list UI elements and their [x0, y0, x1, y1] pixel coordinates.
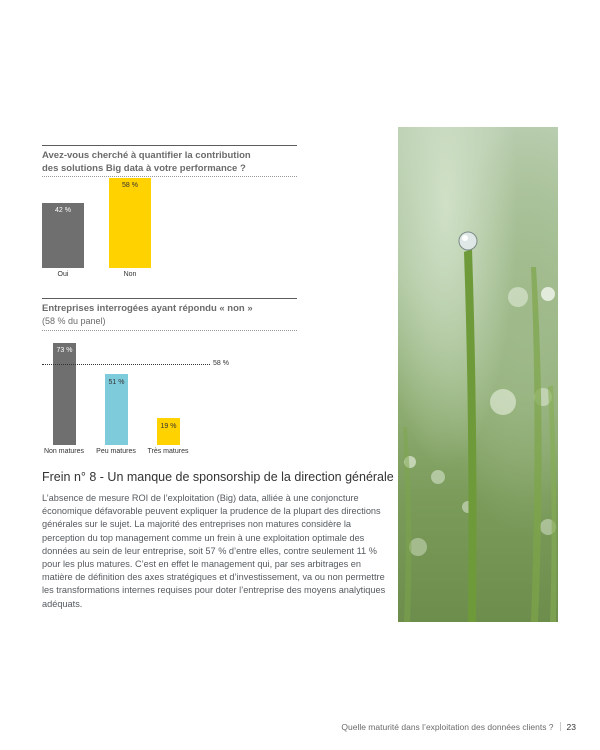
- footer-separator: [560, 722, 561, 731]
- grass-dewdrop-photo: [398, 127, 558, 622]
- page-footer: [341, 722, 576, 732]
- grass-dewdrop-illustration: [398, 127, 558, 622]
- page-number: 23: [566, 722, 576, 732]
- chart1-bar-non: [109, 178, 151, 268]
- chart1-title-line1: Avez-vous cherché à quantifier la contribution: [42, 150, 251, 161]
- chart2-bar-non-matures: [53, 343, 76, 445]
- chart1-bar-oui-label: 42 %: [55, 207, 71, 215]
- footer-title: Quelle maturité dans l’exploitation des données clients ?: [341, 722, 554, 732]
- chart2-subtitle: (58 % du panel): [42, 316, 106, 326]
- chart2-title: Entreprises interrogées ayant répondu « non »: [42, 303, 253, 314]
- chart2-bar-tres-matures-label: 19 %: [160, 423, 177, 431]
- chart2-title-rule: [42, 330, 297, 331]
- chart1-category-oui: Oui: [57, 271, 69, 278]
- section-body: L’absence de mesure ROI de l’exploitation (Big) data, alliée à une conjoncture économique défavorable peuvent expliquer la prudence de la plupart des directions générales sur le sujet. La majorité des entreprises non matures considère la perception du top management comme un frein à une exploitation optimale des données au sein de leur entreprise, soit 57 % d’entre elles, contre seulement 11 % pour les plus matures. C’est en effet le management qui, par ses arbitrages en matière de définition des axes stratégiques et d’investissement, va ou non permettre les transformations internes requises pour doter l’entreprise des moyens analytiques adéquats.: [42, 493, 386, 609]
- section-heading: Frein n° 8 - Un manque de sponsorship de la direction générale: [42, 470, 394, 484]
- chart2-reference-line: [42, 364, 210, 365]
- chart2-top-rule: [42, 298, 297, 299]
- chart2-category-non-matures: Non matures: [43, 448, 85, 455]
- chart2-bar-peu-matures: [105, 374, 128, 445]
- chart1-top-rule: [42, 145, 297, 146]
- chart1-bar-oui: [42, 203, 84, 268]
- chart2-category-tres-matures: Très matures: [147, 448, 189, 455]
- chart1-title: [42, 149, 297, 175]
- chart1-category-non: Non: [123, 271, 137, 278]
- chart1-title-line2: des solutions Big data à votre performance ?: [42, 163, 246, 174]
- chart2-bar-non-matures-label: 73 %: [56, 346, 73, 354]
- chart2-category-peu-matures: Peu matures: [96, 448, 136, 455]
- chart1-bar-non-label: 58 %: [122, 182, 138, 190]
- chart2-reference-label: 58 %: [213, 359, 229, 367]
- chart1-title-rule: [42, 176, 297, 177]
- chart2-bar-peu-matures-label: 51 %: [108, 378, 125, 386]
- chart2-bar-tres-matures: [157, 418, 180, 445]
